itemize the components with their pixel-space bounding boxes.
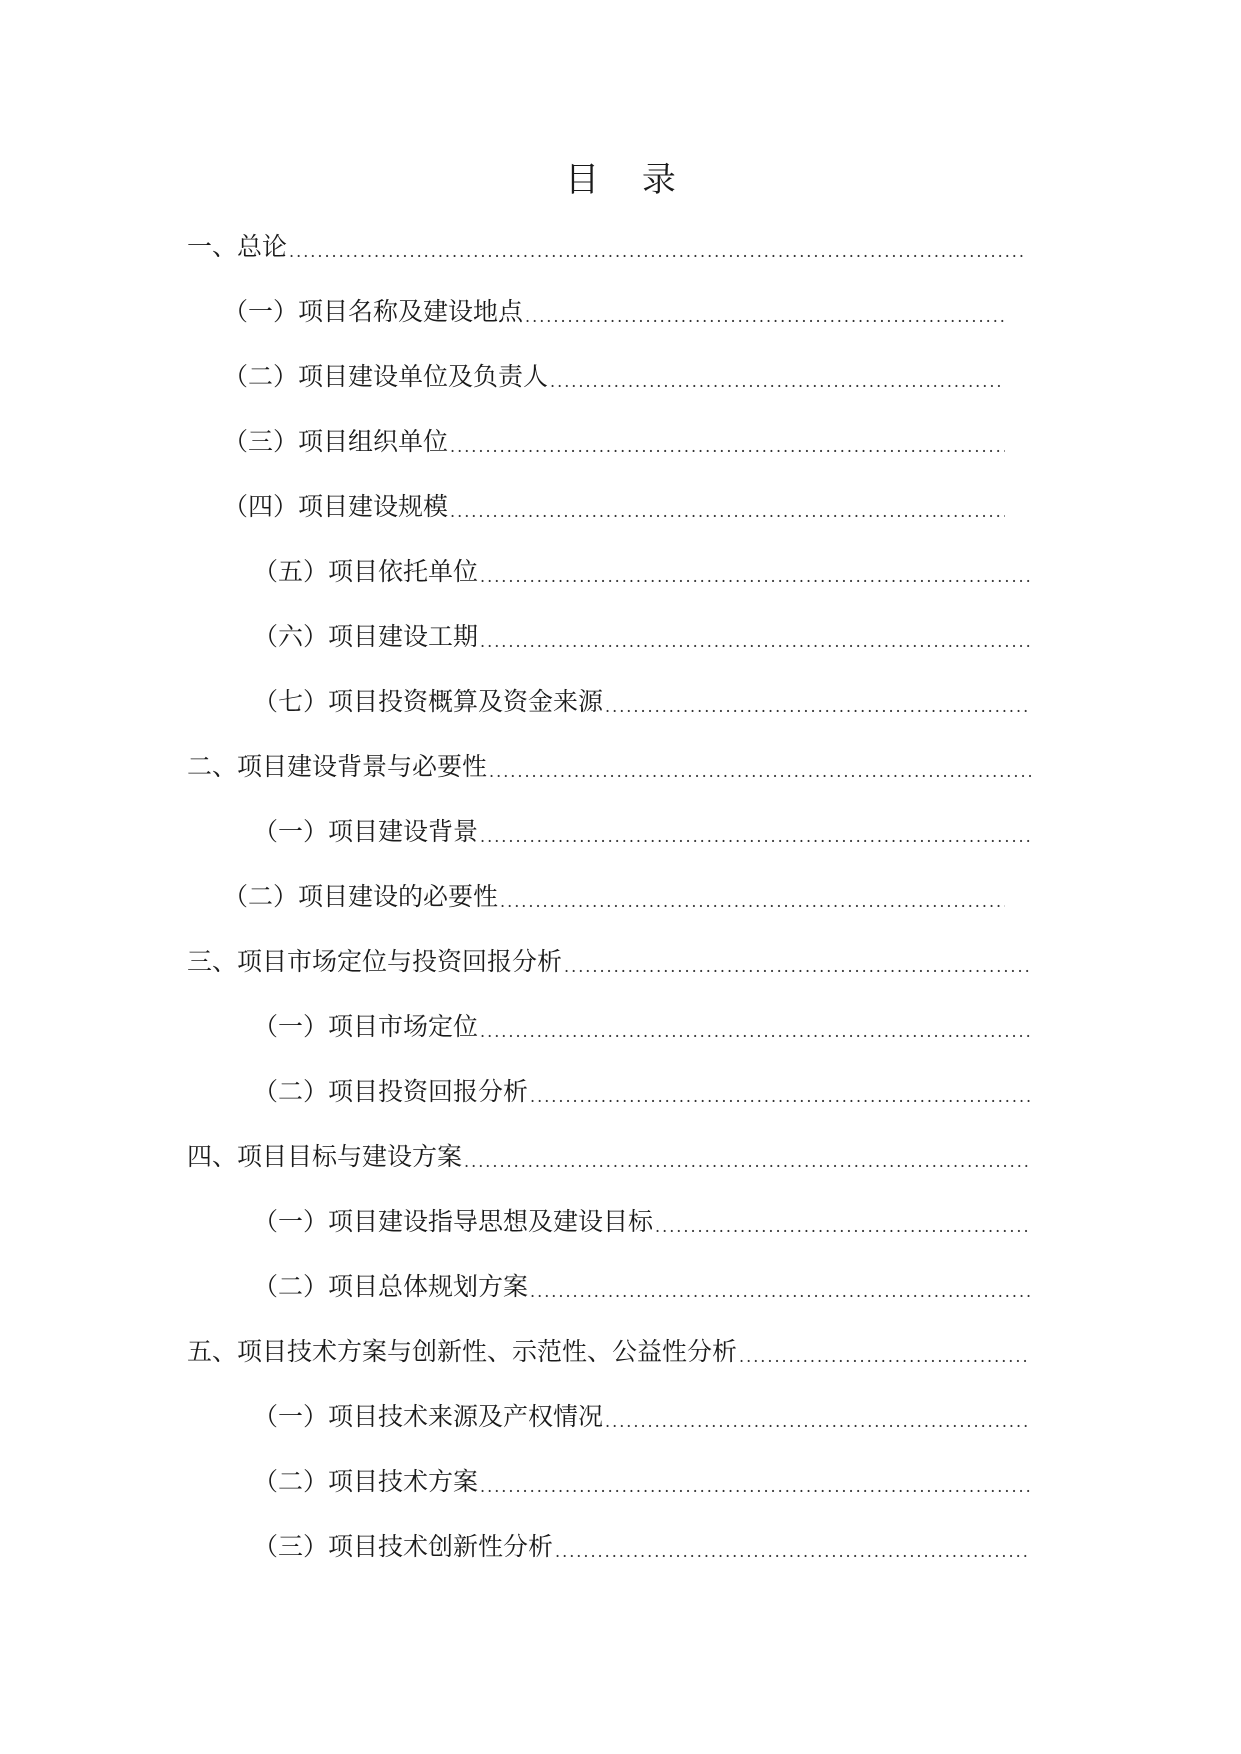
toc-entry-label: （一）项目市场定位 (253, 1012, 479, 1041)
dot-leader (480, 822, 1031, 852)
toc-entry[interactable] (253, 812, 1031, 852)
toc-entry[interactable] (253, 1007, 1031, 1047)
toc-entry[interactable] (187, 1137, 1031, 1177)
dot-leader (564, 952, 1031, 982)
dot-leader (464, 1147, 1031, 1177)
toc-entry-label: （六）项目建设工期 (253, 622, 479, 651)
toc-entry[interactable] (253, 1072, 1031, 1112)
dot-leader (555, 1537, 1031, 1567)
toc-entry[interactable] (253, 617, 1031, 657)
dot-leader (450, 432, 1005, 462)
toc-entry-label: （一）项目建设指导思想及建设目标 (253, 1207, 654, 1236)
dot-leader (605, 1407, 1031, 1437)
dot-leader (655, 1212, 1031, 1242)
toc-entry-label: 五、项目技术方案与创新性、示范性、公益性分析 (187, 1337, 738, 1366)
dot-leader (289, 237, 1025, 267)
dot-leader (530, 1277, 1031, 1307)
toc-entry[interactable] (223, 422, 1005, 462)
toc-entry-label: （三）项目技术创新性分析 (253, 1532, 554, 1561)
toc-entry[interactable] (223, 877, 1005, 917)
toc-entry-label: 三、项目市场定位与投资回报分析 (187, 947, 563, 976)
toc-entry-label: （五）项目依托单位 (253, 557, 479, 586)
dot-leader (489, 757, 1031, 787)
toc-entry[interactable] (253, 1202, 1031, 1242)
dot-leader (550, 367, 1005, 397)
toc-entry[interactable] (223, 357, 1005, 397)
toc-entry-label: （二）项目建设的必要性 (223, 882, 499, 911)
dot-leader (739, 1342, 1031, 1372)
toc-entry[interactable] (253, 682, 1031, 722)
toc-entry-label: （七）项目投资概算及资金来源 (253, 687, 604, 716)
toc-entry-label: （三）项目组织单位 (223, 427, 449, 456)
dot-leader (530, 1082, 1031, 1112)
toc-entry-label: （二）项目投资回报分析 (253, 1077, 529, 1106)
toc-entry-label: （二）项目总体规划方案 (253, 1272, 529, 1301)
toc-entry-label: （一）项目技术来源及产权情况 (253, 1402, 604, 1431)
toc-entry-label: 四、项目目标与建设方案 (187, 1142, 463, 1171)
toc-entry[interactable] (187, 747, 1031, 787)
toc-entry-label: （二）项目建设单位及负责人 (223, 362, 549, 391)
toc-entry[interactable] (223, 487, 1005, 527)
dot-leader (450, 497, 1005, 527)
toc-entry[interactable] (253, 1462, 1031, 1502)
toc-entry-label: （一）项目建设背景 (253, 817, 479, 846)
toc-entry[interactable] (187, 942, 1031, 982)
dot-leader (525, 302, 1005, 332)
dot-leader (480, 562, 1031, 592)
dot-leader (480, 627, 1031, 657)
toc-entry[interactable] (253, 1267, 1031, 1307)
dot-leader (480, 1472, 1031, 1502)
toc-entry[interactable] (253, 1527, 1031, 1567)
toc-entry-label: 一、总论 (187, 232, 288, 261)
toc-entry[interactable] (253, 1397, 1031, 1437)
dot-leader (500, 887, 1005, 917)
toc-entry[interactable] (223, 292, 1005, 332)
toc-entry[interactable] (187, 1332, 1031, 1372)
toc-entry[interactable] (187, 227, 1025, 267)
page-title: 目 录 (565, 160, 692, 200)
dot-leader (480, 1017, 1031, 1047)
toc-entry-label: 二、项目建设背景与必要性 (187, 752, 488, 781)
toc-entry-label: （二）项目技术方案 (253, 1467, 479, 1496)
toc-entry-label: （一）项目名称及建设地点 (223, 297, 524, 326)
dot-leader (605, 692, 1031, 722)
toc-entry[interactable] (253, 552, 1031, 592)
toc-entry-label: （四）项目建设规模 (223, 492, 449, 521)
